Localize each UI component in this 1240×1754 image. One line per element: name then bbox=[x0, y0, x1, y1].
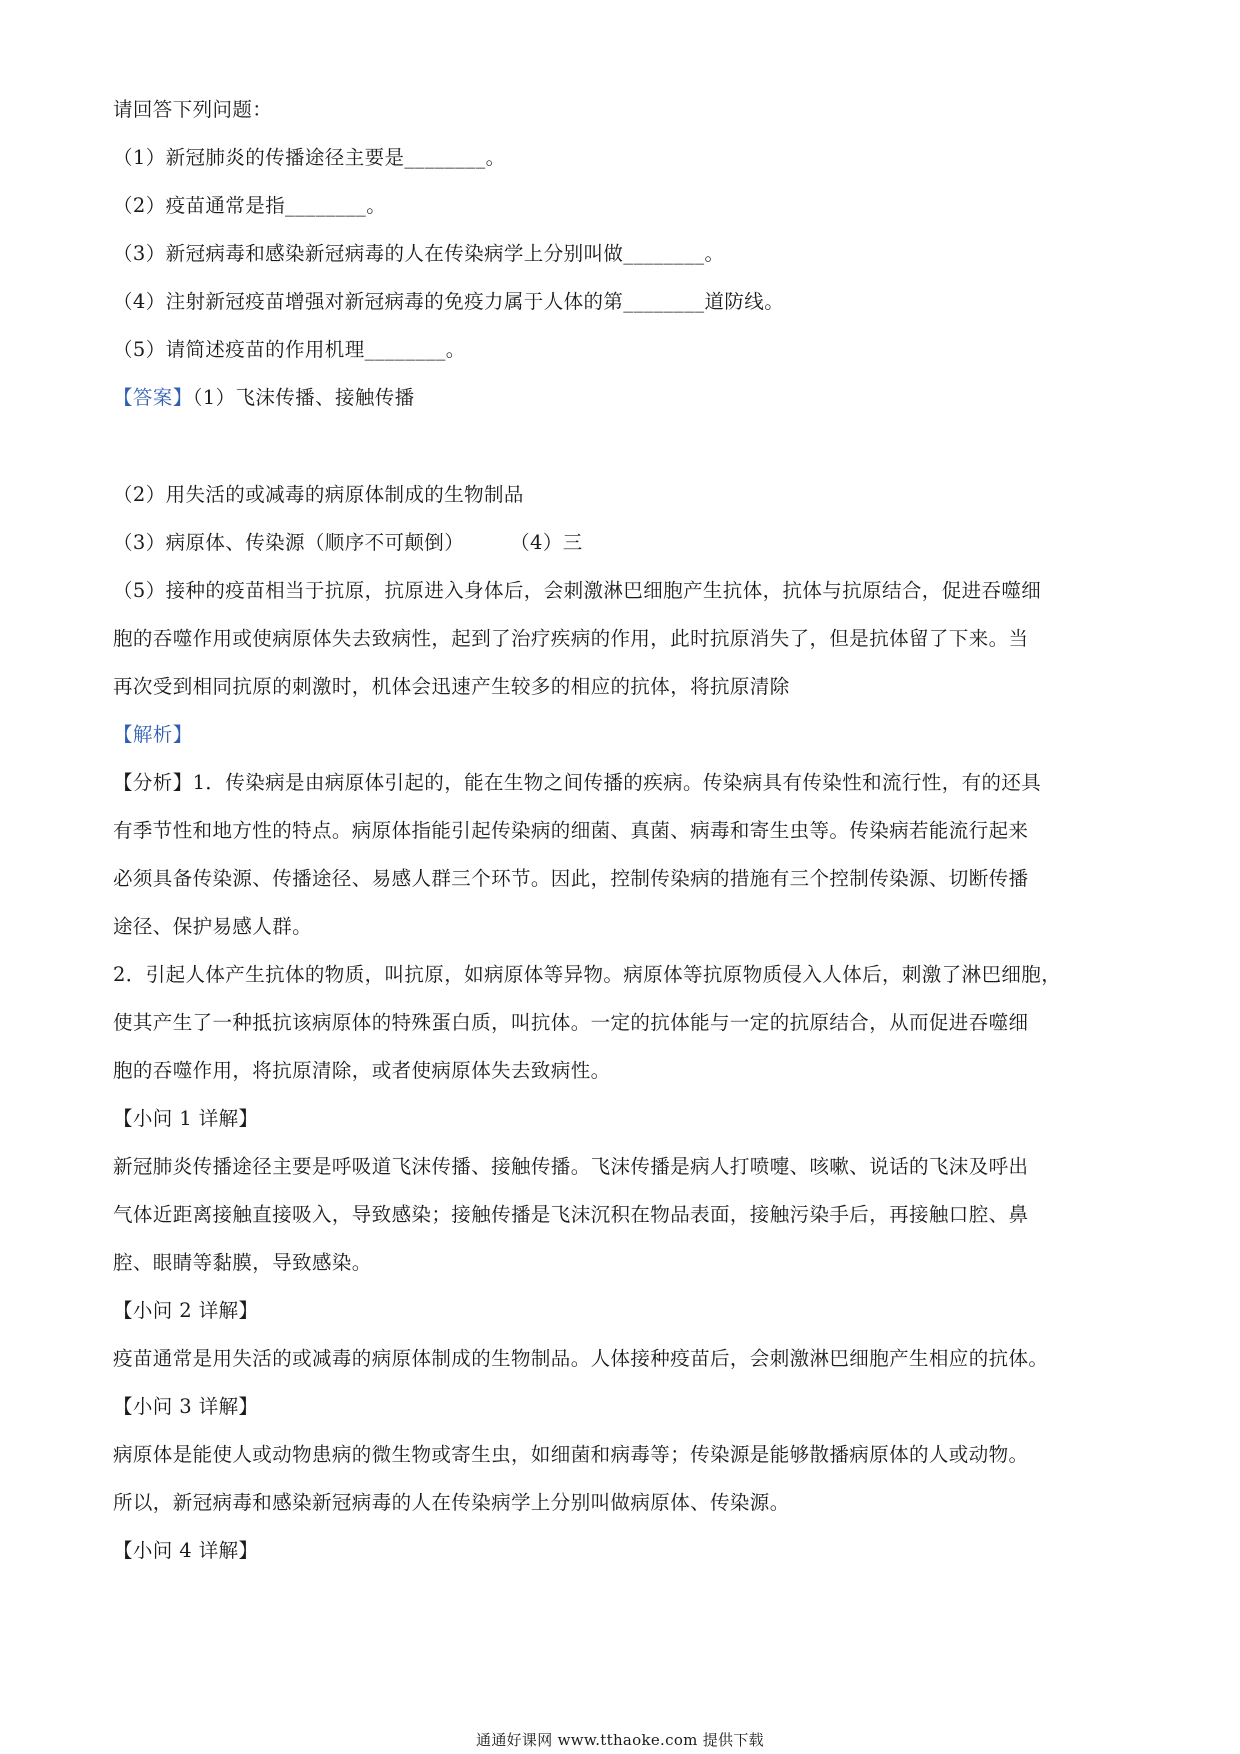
detail-line: 疫苗通常是用失活的或减毒的病原体制成的生物制品。人体接种疫苗后，会刺激淋巴细胞产生相应的抗体。 bbox=[113, 1347, 1049, 1370]
subquestion-1-detail bbox=[113, 1155, 1125, 1275]
answer-line-1 bbox=[113, 386, 1125, 410]
subquestion-3-title: 【小问 3 详解】 bbox=[113, 1395, 259, 1418]
answer-line-3-4 bbox=[113, 531, 1125, 555]
document-content bbox=[113, 98, 1125, 1563]
question-3: （3）新冠病毒和感染新冠病毒的人在传染病学上分别叫做________。 bbox=[113, 242, 725, 265]
answer-4: （4）三 bbox=[510, 531, 583, 554]
answer-1: （1）飞沫传播、接触传播 bbox=[192, 386, 415, 409]
subquestion-2-detail bbox=[113, 1347, 1125, 1371]
analysis-paragraph-2 bbox=[113, 963, 1125, 1083]
detail-line: 气体近距离接触直接吸入，导致感染；接触传播是飞沫沉积在物品表面，接触污染手后，再接触口腔、鼻 bbox=[113, 1203, 1029, 1226]
subquestion-4-title: 【小问 4 详解】 bbox=[113, 1539, 259, 1562]
answer-5-line: 再次受到相同抗原的刺激时，机体会迅速产生较多的相应的抗体，将抗原清除 bbox=[113, 675, 790, 698]
analysis-line: 胞的吞噬作用，将抗原清除，或者使病原体失去致病性。 bbox=[113, 1059, 611, 1082]
analysis-line: 有季节性和地方性的特点。病原体指能引起传染病的细菌、真菌、病毒和寄生虫等。传染病若能流行起来 bbox=[113, 819, 1029, 842]
answer-5-line: 胞的吞噬作用或使病原体失去致病性，起到了治疗疾病的作用，此时抗原消失了，但是抗体留了下来。当 bbox=[113, 627, 1029, 650]
questions-intro: 请回答下列问题： bbox=[113, 98, 273, 121]
subquestion-1-title: 【小问 1 详解】 bbox=[113, 1107, 259, 1130]
analysis-line: 必须具备传染源、传播途径、易感人群三个环节。因此，控制传染病的措施有三个控制传染源、切断传播 bbox=[113, 867, 1029, 890]
answer-5-line: （5）接种的疫苗相当于抗原，抗原进入身体后，会刺激淋巴细胞产生抗体，抗体与抗原结合，促进吞噬细 bbox=[113, 579, 1042, 602]
answer-2: （2）用失活的或减毒的病原体制成的生物制品 bbox=[113, 483, 524, 506]
answer-tag: 【答案】 bbox=[113, 386, 193, 409]
answer-3: （3）病原体、传染源（顺序不可颠倒） bbox=[113, 531, 465, 554]
subquestion-2-title: 【小问 2 详解】 bbox=[113, 1299, 259, 1322]
analysis-line: 使其产生了一种抵抗该病原体的特殊蛋白质，叫抗体。一定的抗体能与一定的抗原结合，从而促进吞噬细 bbox=[113, 1011, 1029, 1034]
page-footer: 通通好课网 www.tthaoke.com 提供下载 bbox=[476, 1731, 764, 1749]
detail-line: 病原体是能使人或动物患病的微生物或寄生虫，如细菌和病毒等；传染源是能够散播病原体的人或动物。 bbox=[113, 1443, 1029, 1466]
analysis-line: 2．引起人体产生抗体的物质，叫抗原，如病原体等异物。病原体等抗原物质侵入人体后，刺激了淋巴细胞， bbox=[113, 963, 1062, 986]
analysis-tag: 【解析】 bbox=[113, 723, 193, 746]
analysis-line: 【分析】1．传染病是由病原体引起的，能在生物之间传播的疾病。传染病具有传染性和流行性，有的还具 bbox=[113, 771, 1042, 794]
answer-5 bbox=[113, 579, 1125, 699]
subquestion-3-detail bbox=[113, 1443, 1125, 1515]
detail-line: 新冠肺炎传播途径主要是呼吸道飞沫传播、接触传播。飞沫传播是病人打喷嚏、咳嗽、说话的飞沫及呼出 bbox=[113, 1155, 1029, 1178]
analysis-line: 途径、保护易感人群。 bbox=[113, 915, 313, 938]
detail-line: 腔、眼睛等黏膜，导致感染。 bbox=[113, 1251, 372, 1274]
analysis-paragraph-1 bbox=[113, 771, 1125, 939]
question-5: （5）请简述疫苗的作用机理________。 bbox=[113, 338, 466, 361]
question-1: （1）新冠肺炎的传播途径主要是________。 bbox=[113, 146, 506, 169]
detail-line: 所以，新冠病毒和感染新冠病毒的人在传染病学上分别叫做病原体、传染源。 bbox=[113, 1491, 790, 1514]
question-4: （4）注射新冠疫苗增强对新冠病毒的免疫力属于人体的第________道防线。 bbox=[113, 290, 785, 313]
question-2: （2）疫苗通常是指________。 bbox=[113, 194, 387, 217]
